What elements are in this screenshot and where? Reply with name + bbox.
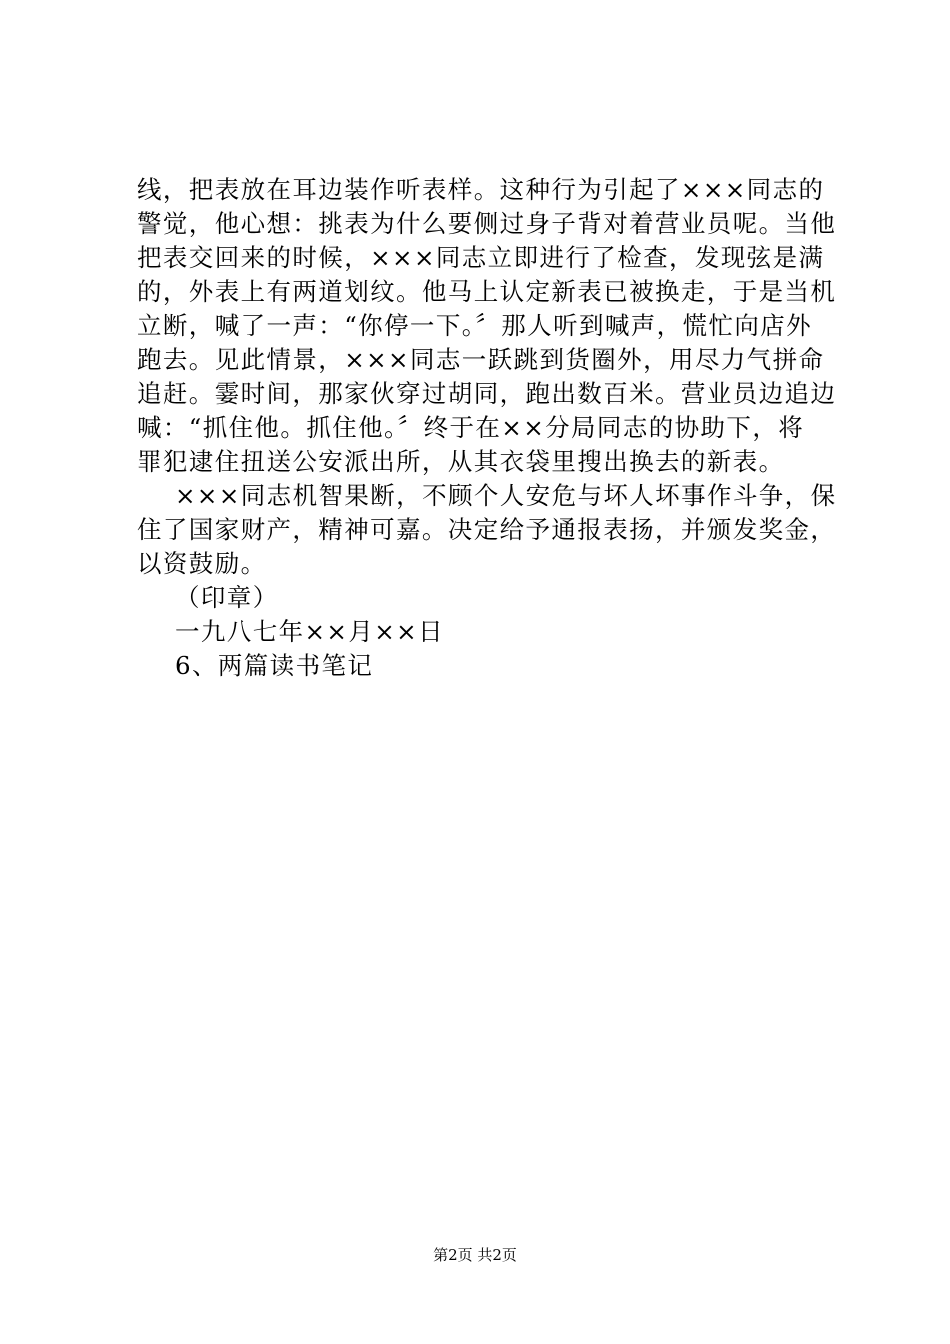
page-footer: 第2页 共2页 <box>433 1246 517 1264</box>
text-line: ×××同志机智果断，不顾个人安危与坏人坏事作斗争，保 <box>175 481 837 510</box>
text-line: 追赶。霎时间，那家伙穿过胡同，跑出数百米。营业员边追边 <box>137 379 837 408</box>
text-line: 立断，喊了一声：“你停一下。〞那人听到喊声，慌忙向店外 <box>137 311 813 340</box>
text-line: 跑去。见此情景，×××同志一跃跳到货圈外，用尽力气拼命 <box>137 345 825 374</box>
text-line: 线，把表放在耳边装作听表样。这种行为引起了×××同志的 <box>137 175 825 204</box>
seal-placeholder: （印章） <box>175 583 279 612</box>
document-body <box>137 173 837 683</box>
document-date: 一九八七年××月××日 <box>175 617 445 646</box>
text-line: 住了国家财产，精神可嘉。决定给予通报表扬，并颁发奖金， <box>137 515 837 544</box>
text-line: 罪犯逮住扭送公安派出所，从其衣袋里搜出换去的新表。 <box>137 447 785 476</box>
section-heading: 6、两篇读书笔记 <box>175 651 374 680</box>
text-line: 的，外表上有两道划纹。他马上认定新表已被换走，于是当机 <box>137 277 837 306</box>
paragraph-commendation-story <box>137 173 837 479</box>
text-line: 喊：“抓住他。抓住他。〞终于在××分局同志的协助下，将 <box>137 413 805 442</box>
paragraph-commendation-decision <box>137 479 837 581</box>
text-line: 以资鼓励。 <box>137 549 267 578</box>
text-line: 把表交回来的时候，×××同志立即进行了检查，发现弦是满 <box>137 243 825 272</box>
text-line: 警觉，他心想：挑表为什么要侧过身子背对着营业员呢。当他 <box>137 209 837 238</box>
